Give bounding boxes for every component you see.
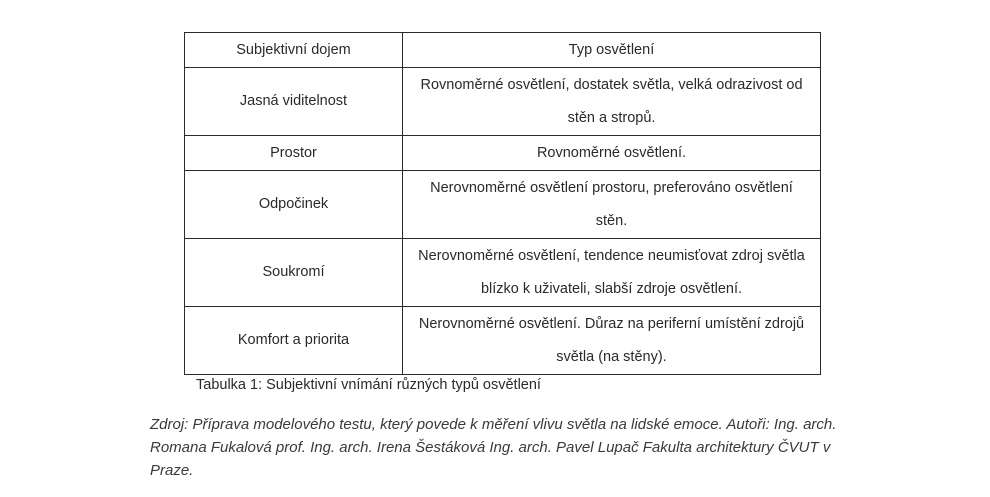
header-cell-impression: Subjektivní dojem bbox=[185, 33, 403, 68]
lighting-cell: Nerovnoměrné osvětlení. Důraz na periferní umístění zdrojů světla (na stěny). bbox=[403, 307, 821, 375]
impression-cell: Komfort a priorita bbox=[185, 307, 403, 375]
lighting-cell: Nerovnoměrné osvětlení, tendence neumisťovat zdroj světla blízko k uživateli, slabší zdroje osvětlení. bbox=[403, 239, 821, 307]
lighting-cell: Rovnoměrné osvětlení. bbox=[403, 136, 821, 171]
impression-cell: Odpočinek bbox=[185, 171, 403, 239]
table-header-row bbox=[185, 33, 821, 68]
table-row bbox=[185, 136, 821, 171]
lighting-cell: Rovnoměrné osvětlení, dostatek světla, velká odrazivost od stěn a stropů. bbox=[403, 68, 821, 136]
impression-cell: Prostor bbox=[185, 136, 403, 171]
impression-cell: Soukromí bbox=[185, 239, 403, 307]
table-row bbox=[185, 171, 821, 239]
lighting-table bbox=[184, 32, 821, 375]
table-row bbox=[185, 307, 821, 375]
source-note: Zdroj: Příprava modelového testu, který povede k měření vlivu světla na lidské emoce. Autoři: Ing. arch. Romana Fukalová prof. Ing. arch. Irena Šestáková Ing. arch. Pavel Lupač Fakulta architektury ČVUT v Praze. bbox=[150, 416, 837, 479]
table-caption: Tabulka 1: Subjektivní vnímání různých typů osvětlení bbox=[196, 377, 541, 393]
lighting-table-container bbox=[184, 32, 820, 375]
header-cell-lighting-type: Typ osvětlení bbox=[403, 33, 821, 68]
impression-cell: Jasná viditelnost bbox=[185, 68, 403, 136]
table-row bbox=[185, 239, 821, 307]
lighting-cell: Nerovnoměrné osvětlení prostoru, preferováno osvětlení stěn. bbox=[403, 171, 821, 239]
table-row bbox=[185, 68, 821, 136]
